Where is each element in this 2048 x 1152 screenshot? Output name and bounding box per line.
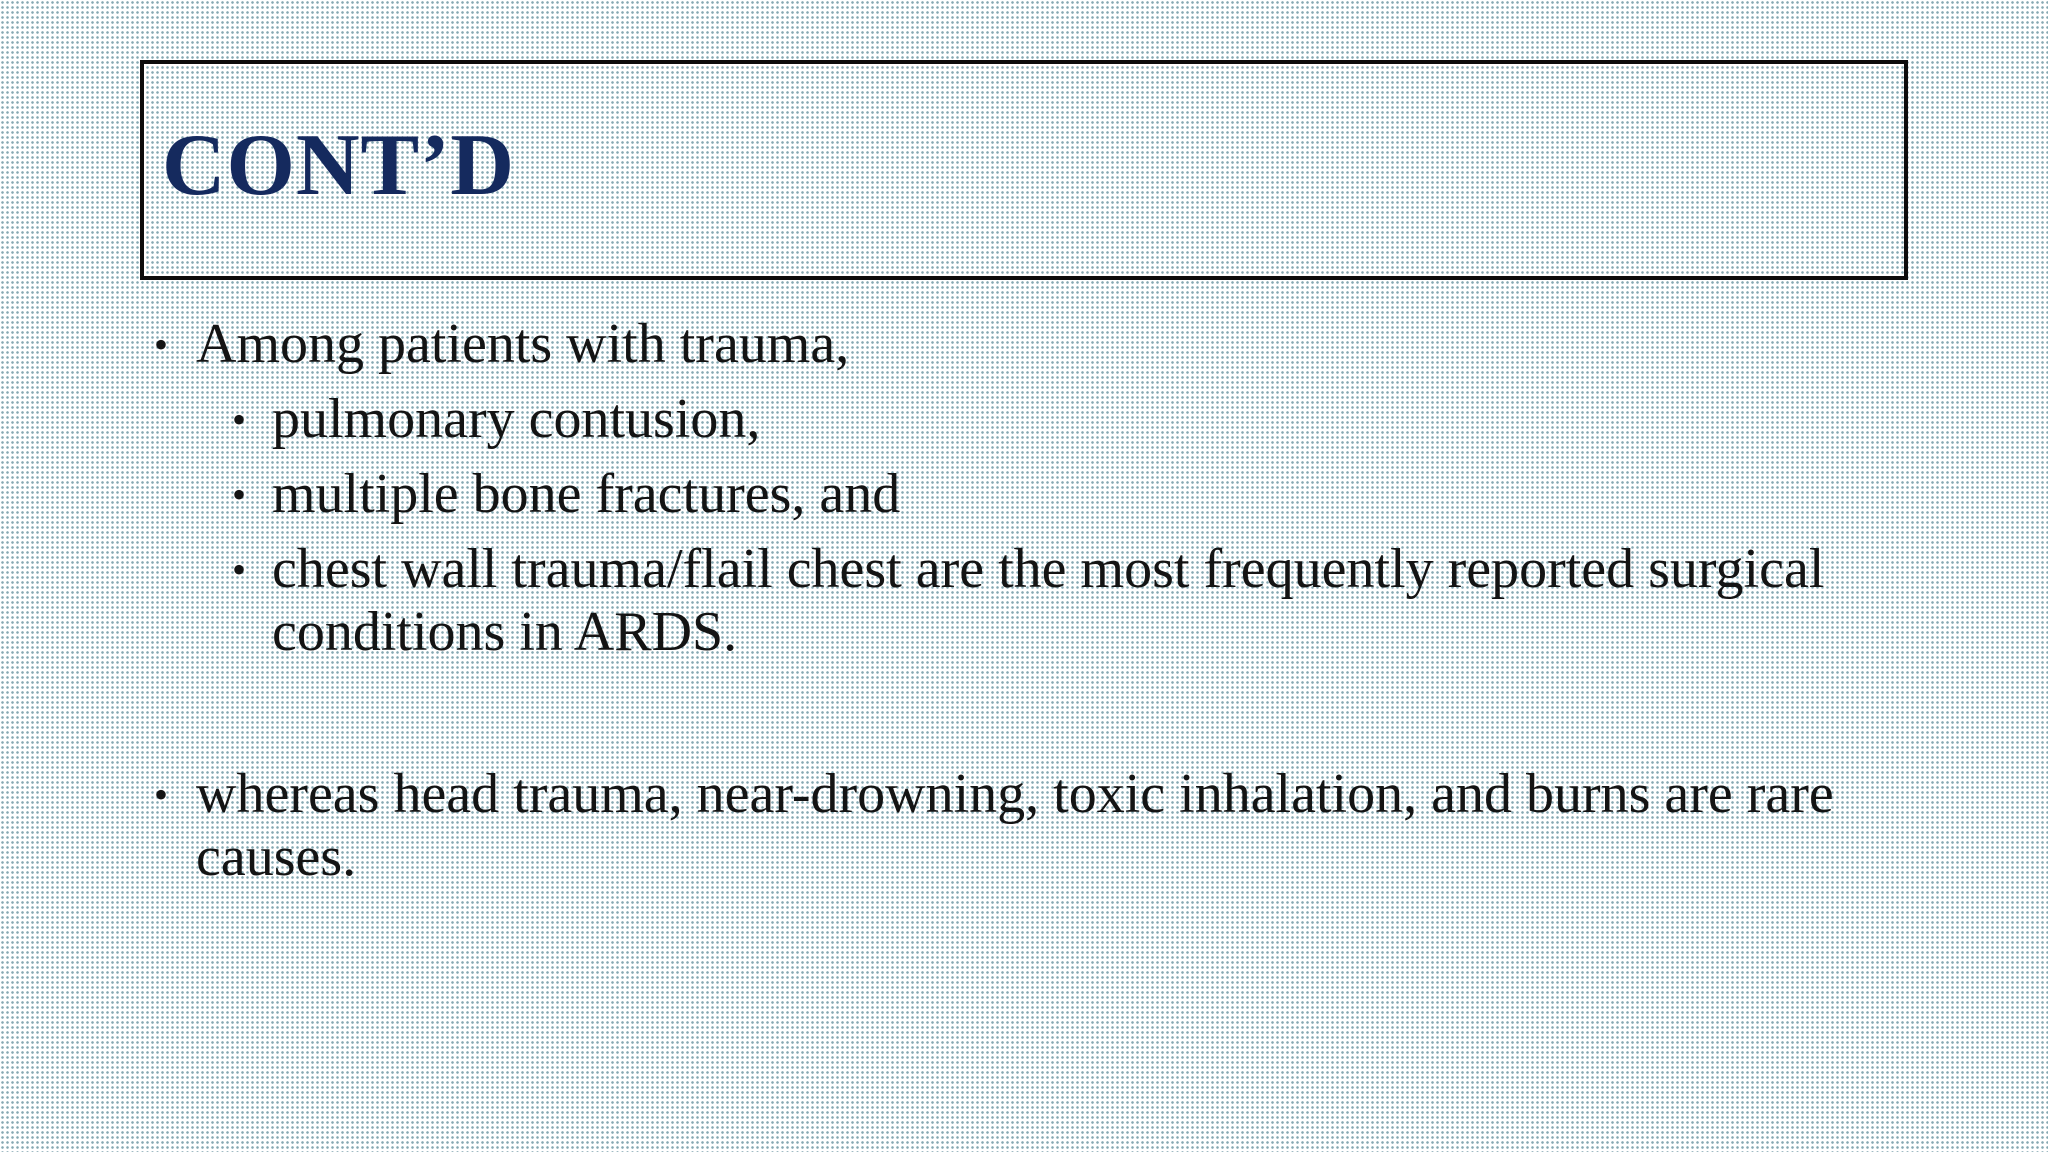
bullet-item-1: [154, 313, 1916, 376]
sub-bullet-item-1: [232, 388, 1922, 451]
bullet-dot-icon: •: [232, 547, 247, 592]
sub-bullet-item-3: [232, 538, 1922, 664]
slide-title: CONT’D: [162, 117, 516, 214]
sub-bullet-text-3: chest wall trauma/flail chest are the most frequently reported surgical conditions in ARDS.: [272, 538, 1825, 663]
sub-bullet-text-2: multiple bone fractures, and: [272, 463, 901, 525]
bullet-text-1: Among patients with trauma,: [196, 313, 850, 375]
bullet-dot-icon: •: [154, 772, 169, 817]
bullet-text-2: whereas head trauma, near-drowning, toxic inhalation, and burns are rare causes.: [196, 763, 1834, 888]
bullet-dot-icon: •: [154, 322, 169, 367]
bullet-item-2: [154, 763, 1916, 889]
bullet-dot-icon: •: [232, 397, 247, 442]
sub-bullet-text-1: pulmonary contusion,: [272, 388, 761, 450]
title-frame: [140, 60, 1908, 280]
bullet-dot-icon: •: [232, 472, 247, 517]
sub-bullet-item-2: [232, 463, 1922, 526]
